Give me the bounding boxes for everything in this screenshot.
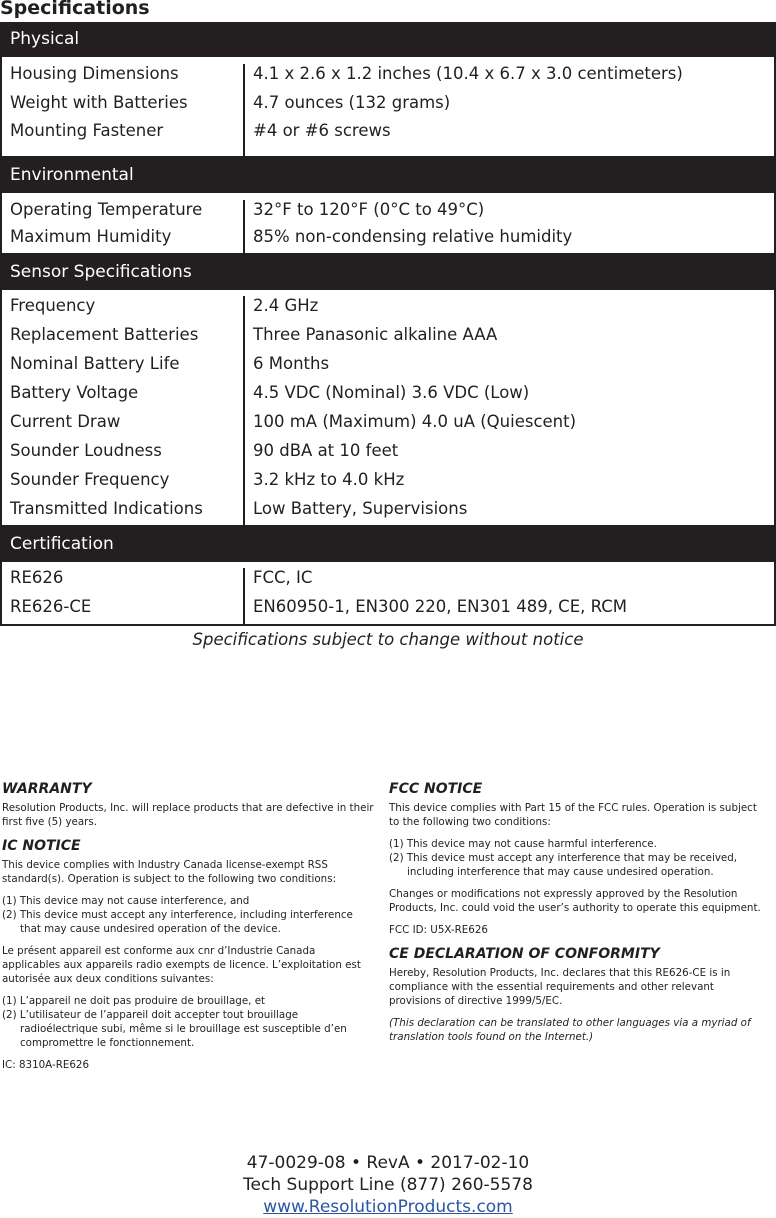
section-body-certification xyxy=(0,562,776,626)
spec-label: Sounder Frequency xyxy=(10,470,170,489)
spec-value: 4.1 x 2.6 x 1.2 inches (10.4 x 6.7 x 3.0 centimeters) xyxy=(253,64,683,83)
spec-value: FCC, IC xyxy=(253,568,313,587)
spec-value: #4 or #6 screws xyxy=(253,121,391,140)
document-number: 47-0029-08 • RevA • 2017-02-10 xyxy=(246,1153,530,1173)
list-item: (2) This device must accept any interference that may be received, including interference that may cause undesired operation. xyxy=(389,852,738,878)
spec-label: Current Draw xyxy=(10,412,121,431)
fcc-id: FCC ID: U5X-RE626 xyxy=(389,924,488,936)
value-column xyxy=(245,200,774,253)
spec-table xyxy=(0,22,776,626)
website-link[interactable]: www.ResolutionProducts.com xyxy=(263,1197,513,1217)
spec-label: RE626-CE xyxy=(10,597,92,616)
spec-label: Operating Temperature xyxy=(10,200,203,219)
fcc-changes: Changes or modifications not expressly approved by the Resolution Products, Inc. could void the user’s authority to operate this equipment. xyxy=(389,888,761,914)
section-header-sensor: Sensor Specifications xyxy=(0,255,776,290)
warranty-text: Resolution Products, Inc. will replace products that are defective in their first five (5) years. xyxy=(2,802,374,828)
change-notice: Specifications subject to change without notice xyxy=(192,630,584,649)
spec-value: 4.5 VDC (Nominal) 3.6 VDC (Low) xyxy=(253,383,530,402)
list-item: (1) This device may not cause interference, and xyxy=(2,895,250,907)
spec-value: 2.4 GHz xyxy=(253,296,319,315)
spec-label: Nominal Battery Life xyxy=(10,354,180,373)
spec-value: 6 Months xyxy=(253,354,330,373)
value-column xyxy=(245,568,774,624)
page-title: Specifications xyxy=(0,0,150,19)
section-header-certification: Certification xyxy=(0,527,776,562)
spec-label: Mounting Fastener xyxy=(10,121,164,140)
label-column xyxy=(2,296,245,525)
ic-notice-intro: This device complies with Industry Canada license-exempt RSS standard(s). Operation is subject to the following two conditions: xyxy=(2,859,337,885)
list-item: (1) L’appareil ne doit pas produire de brouillage, et xyxy=(2,995,266,1007)
ic-id: IC: 8310A-RE626 xyxy=(2,1059,90,1071)
ce-translation-note: (This declaration can be translated to other languages via a myriad of translation tools found on the Internet.) xyxy=(389,1017,751,1043)
spec-value: 32°F to 120°F (0°C to 49°C) xyxy=(253,200,485,219)
spec-value: 90 dBA at 10 feet xyxy=(253,441,399,460)
section-header-environmental: Environmental xyxy=(0,158,776,193)
label-column xyxy=(2,64,245,156)
list-item: (2) L’utilisateur de l’appareil doit accepter tout brouillage radioélectrique subi, même si le brouillage est susceptible d’en compromettre le fonctionnement. xyxy=(2,1009,347,1049)
spec-value: Three Panasonic alkaline AAA xyxy=(253,325,498,344)
fcc-notice-intro: This device complies with Part 15 of the FCC rules. Operation is subject to the following two conditions: xyxy=(389,802,757,828)
spec-label: Transmitted Indications xyxy=(10,499,203,518)
spec-label: Sounder Loudness xyxy=(10,441,162,460)
list-item: (1) This device may not cause harmful interference. xyxy=(389,838,657,850)
list-item: (2) This device must accept any interference, including interference that may cause undesired operation of the device. xyxy=(2,909,353,935)
spec-value: Low Battery, Supervisions xyxy=(253,499,468,518)
ic-conditions xyxy=(2,894,374,936)
ic-conditions-french xyxy=(2,994,374,1050)
footer xyxy=(0,1152,776,1218)
spec-label: RE626 xyxy=(10,568,64,587)
fcc-conditions xyxy=(389,837,769,879)
spec-value: 3.2 kHz to 4.0 kHz xyxy=(253,470,405,489)
section-body-physical xyxy=(0,57,776,158)
ce-heading: CE DECLARATION OF CONFORMITY xyxy=(389,946,660,962)
ce-text: Hereby, Resolution Products, Inc. declares that this RE626-CE is in compliance with the essential requirements and other relevant provisions of directive 1999/5/EC. xyxy=(389,967,731,1007)
ic-notice-french-intro: Le présent appareil est conforme aux cnr d’Industrie Canada applicables aux appareils radio exempts de licence. L’exploitation est autorisée aux deux conditions suivantes: xyxy=(2,945,361,985)
section-body-environmental xyxy=(0,193,776,255)
warranty-heading: WARRANTY xyxy=(2,781,92,797)
spec-label: Battery Voltage xyxy=(10,383,139,402)
spec-label: Weight with Batteries xyxy=(10,92,188,112)
ic-notice-heading: IC NOTICE xyxy=(2,838,81,854)
label-column xyxy=(2,568,245,624)
notices-left-column xyxy=(2,780,374,1080)
spec-label: Housing Dimensions xyxy=(10,64,179,83)
spec-label: Replacement Batteries xyxy=(10,325,199,344)
fcc-notice-heading: FCC NOTICE xyxy=(389,781,483,797)
label-column xyxy=(2,200,245,253)
spec-value: 4.7 ounces (132 grams) xyxy=(253,92,451,112)
tech-support-line: Tech Support Line (877) 260-5578 xyxy=(243,1175,533,1195)
spec-value: 100 mA (Maximum) 4.0 uA (Quiescent) xyxy=(253,412,577,431)
spec-value: EN60950-1, EN300 220, EN301 489, CE, RCM xyxy=(253,597,628,616)
value-column xyxy=(245,296,774,525)
spec-label: Maximum Humidity xyxy=(10,227,172,246)
notices-right-column xyxy=(389,780,769,1052)
section-body-sensor xyxy=(0,290,776,527)
spec-label: Frequency xyxy=(10,296,96,315)
spec-value: 85% non-condensing relative humidity xyxy=(253,227,573,246)
section-header-physical: Physical xyxy=(0,22,776,57)
value-column xyxy=(245,64,774,156)
